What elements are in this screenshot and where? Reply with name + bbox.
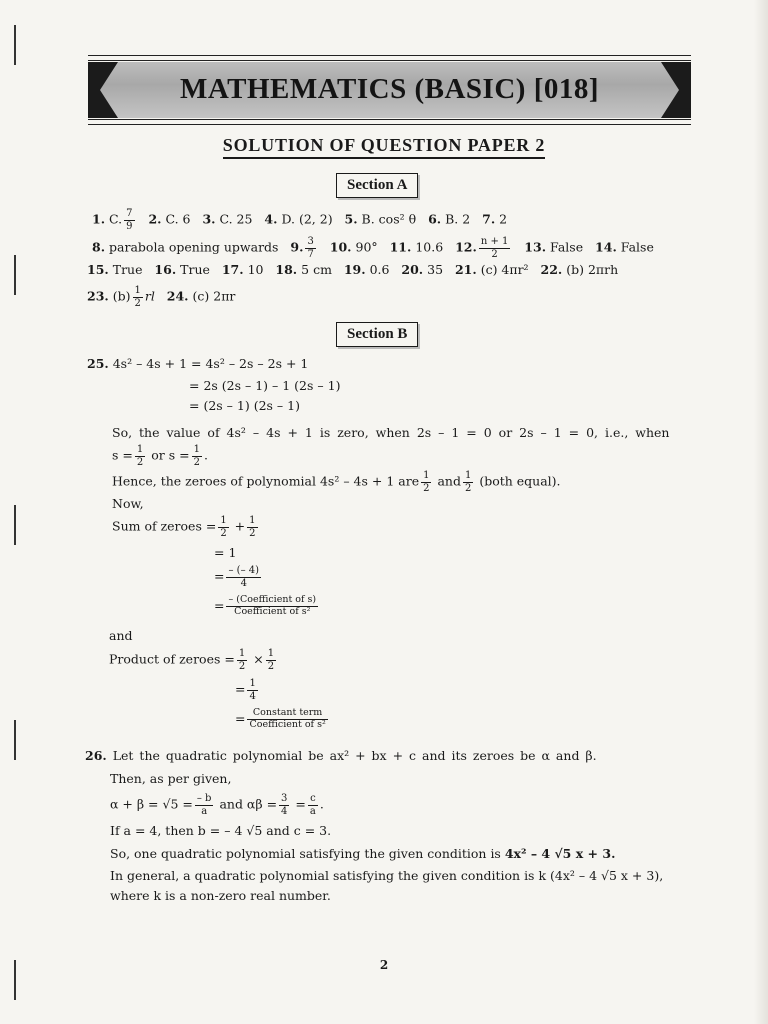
banner-rule-top: [88, 55, 691, 61]
q25-so-line: So, the value of 4s² – 4s + 1 is zero, when 2s – 1 = 0 or 2s – 1 = 0, i.e., when: [112, 425, 670, 440]
q25-s-values: s = $\frac{1}{2}$ or s = $\frac{1}{2}$ .: [112, 444, 208, 468]
q26-general-polynomial: In general, a quadratic polynomial satisfying the given condition is k (4x² – 4 √5 x + 3),: [110, 868, 664, 883]
page-number: 2: [379, 958, 389, 972]
binder-mark: [14, 255, 16, 295]
section-a-answers-line-1: 1. C. $\frac{7}{9}$ 2. C. 6 3. C. 25 4. D. (2, 2) 5. B. cos² θ 6. B. 2 7. 2: [92, 208, 508, 232]
q25-step-2: = 2s (2s – 1) – 1 (2s – 1): [189, 378, 341, 393]
q26-values: If a = 4, then b = – 4 √5 and c = 3.: [110, 823, 332, 838]
section-b-heading: Section B: [336, 322, 418, 347]
q25-sum-step-1: = 1: [214, 545, 237, 560]
q26-condition: where k is a non-zero real number.: [110, 888, 331, 903]
binder-mark: [14, 720, 16, 760]
banner-rule-bottom: [88, 119, 691, 125]
section-a-answers-line-4: 23. (b) $\frac{1}{2}$ rl 24. (c) 2πr: [87, 285, 236, 309]
binder-mark: [14, 25, 16, 65]
q25-sum-step-2: = $\frac{- (- 4)}{4}$: [214, 565, 260, 589]
q25-hence-line: Hence, the zeroes of polynomial 4s² – 4s + 1 are $\frac{1}{2}$ and $\frac{1}{2}$ (both equal).: [112, 470, 561, 494]
q25-product-step-2: = $\frac{\text{Constant term}}{\text{Coefficient of s²}}$: [235, 707, 326, 730]
q25-sum-step-3: = $\frac{\text{– (Coefficient of s)}}{\text{Coefficient of s²}}$: [214, 594, 317, 617]
q25-step-3: = (2s – 1) (2s – 1): [189, 398, 300, 413]
subject-banner: [88, 55, 691, 125]
subject-title: MATHEMATICS (BASIC) [018]: [179, 73, 600, 105]
section-a-answers-line-2: 8. parabola opening upwards 9. $\frac{3}{7}$ 10. 90° 11. 10.6 12. $\frac{n + 1}{2}$ 13. False 14. False: [92, 236, 654, 260]
q26-intro: 26. Let the quadratic polynomial be ax² + bx + c and its zeroes be α and β.: [85, 748, 597, 763]
q26-relations: α + β = √5 = $\frac{- b}{a}$ and αβ = $\frac{3}{4}$ = $\frac{c}{a}$ .: [110, 793, 324, 817]
section-a-answers-line-3: 15. True 16. True 17. 10 18. 5 cm 19. 0.6 20. 35 21. (c) 4πr² 22. (b) 2πrh: [87, 262, 619, 277]
paper-title: SOLUTION OF QUESTION PAPER 2: [0, 135, 768, 156]
q25-step-1: 25. 4s² – 4s + 1 = 4s² – 2s – 2s + 1: [87, 356, 309, 371]
q26-then: Then, as per given,: [110, 771, 232, 786]
q25-product-step-1: = $\frac{1}{4}$: [235, 678, 256, 702]
section-a-heading: Section A: [336, 173, 418, 198]
q25-now: Now,: [112, 496, 144, 511]
binder-mark: [14, 505, 16, 545]
q25-and: and: [109, 628, 133, 643]
q25-product-of-zeroes: Product of zeroes = $\frac{1}{2}$ × $\frac{1}{2}$: [109, 648, 275, 672]
q26-one-polynomial: So, one quadratic polynomial satisfying the given condition is 4x² – 4 √5 x + 3.: [110, 846, 616, 861]
q25-sum-of-zeroes: Sum of zeroes = $\frac{1}{2}$ + $\frac{1}{2}$: [112, 515, 256, 539]
